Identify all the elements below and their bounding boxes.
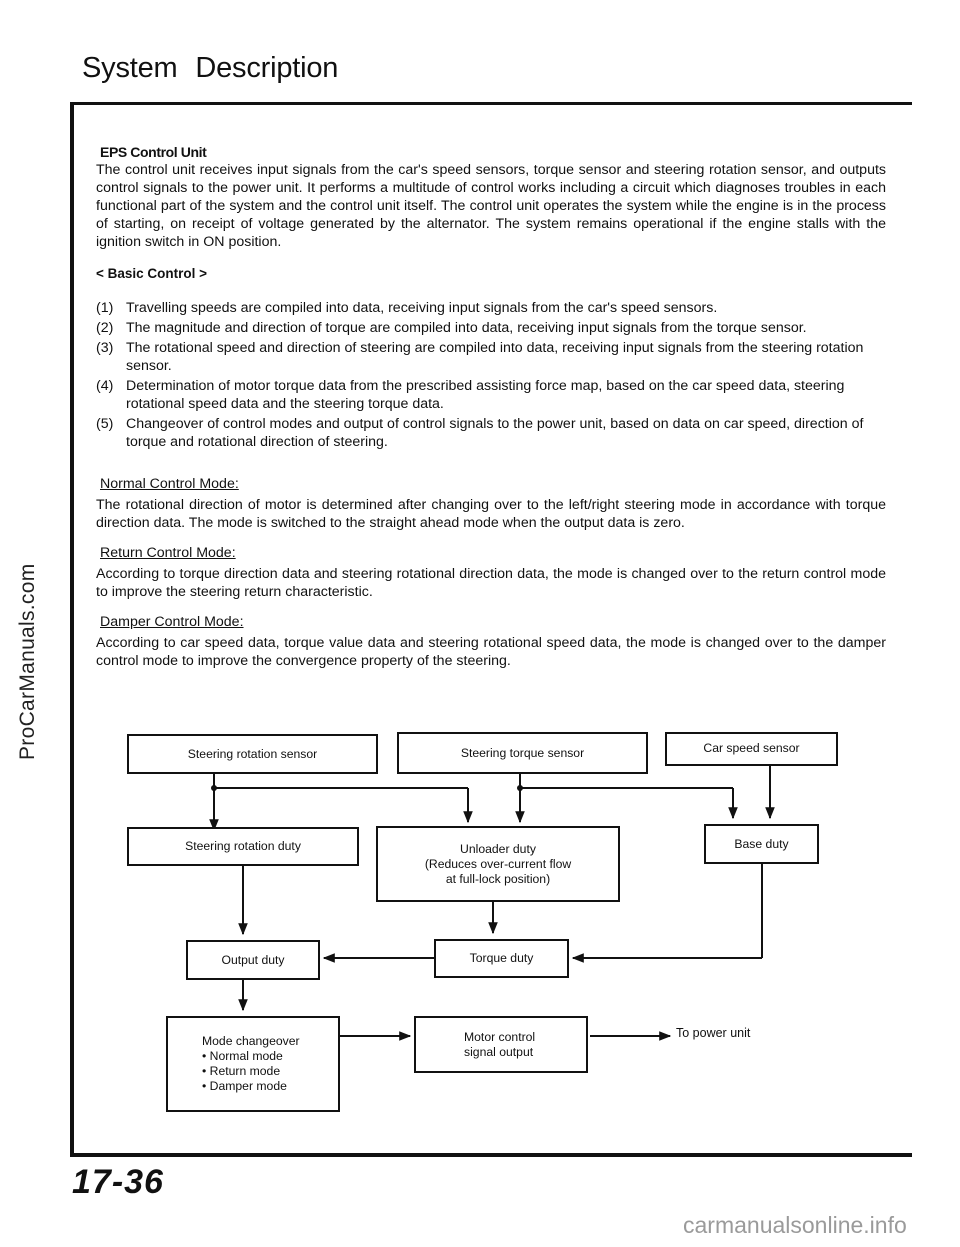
normal-mode-text: The rotational direction of motor is determined after changing over to the left/right steering mode in accordance with torque direction data. The mode is switched to the straight ahead mode when the output data is zero. — [96, 497, 886, 531]
footer-site: carmanualsonline.info — [683, 1212, 907, 1238]
list-item: (3) The rotational speed and direction of steering are compiled into data, receiving input signals from the steering rotation sensor. — [96, 340, 864, 374]
normal-mode-block — [96, 463, 886, 532]
return-mode-text: According to torque direction data and steering rotational direction data, the mode is changed over to the return control mode to improve the steering return characteristic. — [96, 566, 886, 600]
section-heading: EPS Control Unit — [100, 144, 207, 160]
motor-control-box: Motor control signal output — [414, 1016, 588, 1073]
basic-control-list — [96, 299, 886, 451]
return-mode-block — [96, 532, 886, 601]
damper-mode-text: According to car speed data, torque value data and steering rotational speed data, the mode is changed over to the damper control mode to improve the convergence property of the steering. — [96, 635, 886, 669]
page-number: 17-36 — [72, 1163, 164, 1201]
list-item: • Normal mode — [202, 1049, 300, 1064]
damper-mode-heading: Damper Control Mode: — [100, 614, 244, 630]
list-item: • Return mode — [202, 1064, 300, 1079]
steering-torque-sensor-box: Steering torque sensor — [397, 732, 648, 774]
steering-rotation-sensor-box: Steering rotation sensor — [127, 734, 378, 774]
intro-paragraph: The control unit receives input signals from the car's speed sensors, torque sensor and steering rotation sensor, and outputs control signals to the power unit. It performs a multitude of control works including a circuit which diagnoses troubles in each functional part of the system and the control unit itself. The control unit operates the system while the engine is in the process of starting, on receipt of voltage generated by the alternator. The system remains operational if the engine stalls with the ignition switch in ON position. — [96, 162, 886, 250]
mode-changeover-box — [166, 1016, 340, 1112]
damper-mode-block — [96, 601, 886, 670]
normal-mode-heading: Normal Control Mode: — [100, 476, 239, 492]
basic-control-heading: < Basic Control > — [96, 266, 208, 281]
page-title: System Description — [82, 52, 339, 84]
list-item: (1) Travelling speeds are compiled into data, receiving input signals from the car's speed sensors. — [96, 300, 718, 316]
list-item: (5) Changeover of control modes and output of control signals to the power unit, based on data on car speed, direction of torque and rotational direction of steering. — [96, 416, 864, 450]
steering-rotation-duty-box: Steering rotation duty — [127, 827, 359, 866]
to-power-unit-label: To power unit — [676, 1026, 751, 1040]
list-item: (4) Determination of motor torque data from the prescribed assisting force map, based on the car speed data, steering rotational speed data and the steering torque data. — [96, 378, 845, 412]
list-item: • Damper mode — [202, 1079, 300, 1094]
main-content — [96, 143, 886, 670]
unloader-duty-box: Unloader duty (Reduces over-current flow at full-lock position) — [376, 826, 620, 902]
car-speed-sensor-box: Car speed sensor — [665, 732, 838, 766]
output-duty-box: Output duty — [186, 940, 320, 980]
mode-list — [202, 1049, 300, 1094]
return-mode-heading: Return Control Mode: — [100, 545, 236, 561]
torque-duty-box: Torque duty — [434, 939, 569, 978]
list-item: (2) The magnitude and direction of torque are compiled into data, receiving input signals from the torque sensor. — [96, 320, 807, 336]
mode-changeover-title: Mode changeover — [202, 1034, 300, 1048]
watermark: ProCarManuals.com — [16, 563, 39, 760]
base-duty-box: Base duty — [704, 824, 819, 864]
